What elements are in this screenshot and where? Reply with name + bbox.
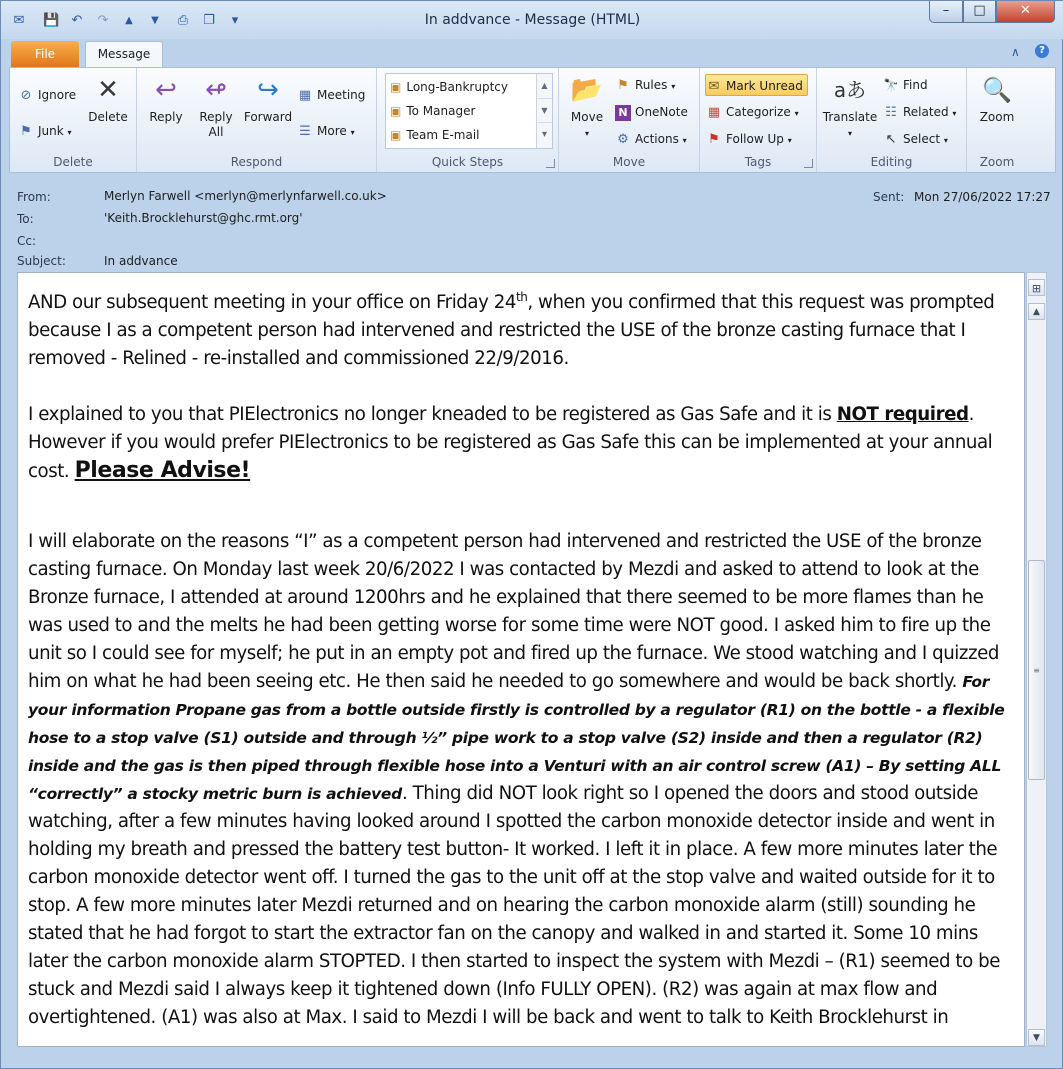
message-header <box>9 179 1056 271</box>
help-icon[interactable]: ? <box>1035 44 1049 58</box>
junk-label: Junk <box>38 124 64 138</box>
actions-label: Actions <box>635 132 679 146</box>
close-button[interactable]: ✕ <box>996 1 1055 23</box>
quick-step-label: Long-Bankruptcy <box>406 80 508 94</box>
body-emphasis: NOT required <box>836 404 969 426</box>
editing-group-label: Editing <box>870 155 913 169</box>
meeting-button[interactable] <box>297 84 365 106</box>
move-icon: 📂 <box>570 75 604 105</box>
onenote-icon: N <box>615 105 631 121</box>
zoom-group-label: Zoom <box>979 155 1015 169</box>
quick-steps-expand-button[interactable]: ▾ <box>537 122 552 146</box>
previous-item-icon[interactable]: ▲ <box>125 15 133 26</box>
print-icon[interactable]: ⎙ <box>177 13 189 28</box>
categorize-icon: ▦ <box>707 105 721 120</box>
forward-label: Forward <box>243 110 293 124</box>
delete-label: Delete <box>88 110 128 124</box>
ignore-icon: ⊘ <box>20 88 32 103</box>
redo-icon[interactable]: ↷ <box>97 13 109 28</box>
body-text-run: I explained to you that PIElectronics no longer kneaded to be registered as Gas Safe and it is <box>28 404 837 426</box>
body-text-run: . Thing did NOT look right so I opened the doors and stood outside watching, after a few minutes having looked around I spotted the carbon monoxide detector inside and went in holding my breath and pressed the battery test button- It worked. I left it in place. A few more minutes later the carbon monoxide detector went off. I turned the gas to the unit off at the stop valve and waited outside for it to stop. A few more minutes later Mezdi returned and on hearing the carbon monoxide alarm (still) sounding he stated that he had forgot to start the extractor fan on the canopy and walked in and started it. Some 10 mins later the carbon monoxide alarm STOPTED. I then started to inspect the system with Mezdi – (R1) seemed to be stuck and Mezdi said I always keep it tightened down (Info FULLY OPEN). (R2) was again at max flow and overtightened. (A1) was also at Max. I said to Mezdi I will be back and went to talk to Keith Brocklehurst in <box>28 783 1000 1029</box>
onenote-label: OneNote <box>635 105 688 119</box>
zoom-label: Zoom <box>979 110 1015 124</box>
tab-file[interactable]: File <box>11 41 79 67</box>
find-label: Find <box>903 78 928 92</box>
find-button[interactable] <box>883 74 928 96</box>
actions-icon: ⚙ <box>617 132 629 147</box>
reply-all-button[interactable] <box>193 74 239 140</box>
window-title: In addvance - Message (HTML) <box>424 12 641 28</box>
meeting-label: Meeting <box>317 88 366 102</box>
quick-steps-group <box>377 68 559 172</box>
move-button[interactable]: 📂 Move ▾ <box>570 75 604 138</box>
delete-group-label: Delete <box>53 155 93 169</box>
body-paragraph <box>28 528 1018 1032</box>
maximize-button[interactable]: □ <box>963 1 996 23</box>
select-label: Select <box>903 132 941 146</box>
zoom-icon: 🔍 <box>982 76 1012 104</box>
subject-value: In addvance <box>104 254 178 268</box>
ribbon <box>9 67 1056 173</box>
select-button[interactable]: ↖ Select ▾ <box>883 128 948 150</box>
translate-label: Translate <box>822 110 878 124</box>
body-info-note: For your information Propane gas from a bottle outside firstly is controlled by a regulator (R1) on the bottle - a flexible hose to a stop valve (S1) outside and through ½” pipe work to a stop valve (S2) inside and then a regulator (R2) inside and the gas is then piped through flexible hose into a Venturi with an air control screw (A1) – By setting ALL “correctly” a stocky metric burn is achieved <box>28 673 1005 804</box>
more-respond-icon: ☰ <box>299 124 311 139</box>
reply-all-label-1: Reply <box>199 110 233 124</box>
save-icon[interactable]: 💾 <box>43 13 60 28</box>
tags-launcher[interactable] <box>804 159 813 168</box>
respond-group-label: Respond <box>230 155 283 169</box>
undo-icon[interactable]: ↶ <box>71 13 83 28</box>
scrollbar-top-icon[interactable]: ⊞ <box>1028 279 1045 296</box>
translate-icon: aあ <box>833 78 867 102</box>
customize-toolbar-icon[interactable]: ▾ <box>231 13 239 28</box>
collapse-ribbon-icon[interactable]: ∧ <box>1011 45 1020 59</box>
quick-step-icon: ▣ <box>390 104 402 118</box>
more-respond-button[interactable]: ☰ More ▾ <box>297 120 355 142</box>
rules-button[interactable]: ⚑ Rules ▾ <box>615 74 675 96</box>
quick-step-team-email[interactable] <box>386 123 536 147</box>
ignore-label: Ignore <box>38 88 77 102</box>
quick-steps-down-button[interactable]: ▼ <box>537 98 552 122</box>
cc-label: Cc: <box>17 234 37 248</box>
reply-icon: ↩ <box>155 75 177 105</box>
body-superscript: th <box>515 290 528 304</box>
move-label: Move <box>570 110 604 124</box>
to-label: To: <box>17 212 34 226</box>
scrollbar-thumb[interactable]: ≡ <box>1028 560 1045 780</box>
quick-steps-up-button[interactable]: ▲ <box>541 81 548 90</box>
subject-label: Subject: <box>17 254 66 268</box>
ignore-button[interactable] <box>18 84 76 106</box>
scroll-up-button[interactable]: ▲ <box>1028 303 1045 320</box>
ribbon-help-area <box>1011 45 1057 61</box>
quick-step-label: Team E-mail <box>406 128 480 142</box>
quick-steps-scroller <box>536 74 552 148</box>
quick-step-icon: ▣ <box>390 128 402 142</box>
categorize-label: Categorize <box>726 105 791 119</box>
quick-steps-launcher[interactable] <box>546 159 555 168</box>
next-item-icon[interactable]: ▼ <box>151 15 159 26</box>
respond-group <box>137 68 377 172</box>
meeting-icon: ▦ <box>298 88 312 103</box>
follow-up-icon: ⚑ <box>708 132 720 147</box>
move-group <box>559 68 700 172</box>
reply-button[interactable] <box>143 74 189 125</box>
reply-all-label-2: All <box>208 125 224 139</box>
from-label: From: <box>17 190 51 204</box>
actions-button[interactable]: ⚙ Actions ▾ <box>615 128 687 150</box>
delete-button[interactable] <box>84 74 132 125</box>
message-body-text <box>28 283 1018 1032</box>
forward-icon: ↪ <box>257 75 279 105</box>
copy-icon[interactable]: ❐ <box>203 13 215 28</box>
zoom-button[interactable] <box>973 74 1021 125</box>
quick-step-to-manager[interactable] <box>386 99 536 123</box>
body-text-run: I will elaborate on the reasons “I” as a competent person had intervened and restricted the USE of the bronze casting furnace. On Monday last week 20/6/2022 I was contacted by Mezdi and asked to attend to look at the Bronze furnace, I attended at around 1200hrs and he explained that there seemed to be more flames than he was used to and the melts he had been getting worse for some time were NOT good. I asked him to fire up the unit so I could see for myself; he put in an empty pot and fired up the furnace. We stood watching and I quizzed him on what he had been seeing etc. He then said he needed to go somewhere and would be back shortly. <box>28 531 999 693</box>
vertical-scrollbar[interactable] <box>1026 272 1047 1047</box>
quick-step-long-bankruptcy[interactable] <box>386 75 536 99</box>
mark-unread-button[interactable] <box>705 74 808 96</box>
find-icon: 🔭 <box>883 78 899 92</box>
rules-label: Rules <box>635 78 668 92</box>
related-label: Related <box>903 105 949 119</box>
scroll-down-button[interactable]: ▼ <box>1028 1029 1045 1046</box>
select-icon: ↖ <box>885 132 897 147</box>
related-button[interactable]: ☷ Related ▾ <box>883 101 956 123</box>
title-bar <box>1 1 1063 39</box>
tab-message[interactable]: Message <box>85 41 163 68</box>
body-text-run: AND our subsequent meeting in your office on Friday 24 <box>28 292 516 314</box>
junk-icon: ⚑ <box>20 124 32 139</box>
move-group-label: Move <box>612 155 646 169</box>
delete-group <box>10 68 137 172</box>
mark-unread-icon: ✉ <box>708 79 720 94</box>
quick-steps-group-label: Quick Steps <box>431 155 504 169</box>
follow-up-label: Follow Up <box>726 132 784 146</box>
quick-steps-gallery <box>385 73 553 149</box>
body-please-advise: Please Advise! <box>74 458 251 484</box>
body-paragraph <box>28 401 1018 486</box>
forward-button[interactable] <box>241 74 295 125</box>
zoom-group <box>967 68 1027 172</box>
mark-unread-label: Mark Unread <box>726 79 803 93</box>
more-respond-label: More <box>317 124 347 138</box>
reply-label: Reply <box>149 110 183 124</box>
follow-up-button[interactable]: ⚑ Follow Up ▾ <box>706 128 792 150</box>
onenote-button[interactable] <box>615 101 688 123</box>
quick-step-label: To Manager <box>406 104 476 118</box>
quick-step-icon: ▣ <box>390 80 402 94</box>
sent-value: Mon 27/06/2022 17:27 <box>914 190 1051 204</box>
body-text-run: . However if you would prefer PIElectronics to be registered as Gas Safe this can be implemented at your annual cost. <box>28 404 993 483</box>
delete-icon: ✕ <box>97 75 119 105</box>
tags-group-label: Tags <box>744 155 772 169</box>
junk-button[interactable]: ⚑ Junk ▾ <box>18 120 72 142</box>
minimize-button[interactable]: – <box>929 1 963 23</box>
message-body[interactable] <box>17 272 1025 1047</box>
related-icon: ☷ <box>885 105 897 120</box>
translate-button[interactable]: aあ Translate ▾ <box>821 74 879 141</box>
paragraph-gap <box>28 373 1018 401</box>
reply-all-icon: ↫ <box>205 75 227 105</box>
mail-app-icon[interactable]: ✉ <box>13 13 25 28</box>
from-value[interactable]: Merlyn Farwell <merlyn@merlynfarwell.co.uk> <box>104 189 387 203</box>
to-value[interactable]: 'Keith.Brocklehurst@ghc.rmt.org' <box>104 211 303 225</box>
body-text-run: , when you confirmed that this request was prompted because I as a competent person had intervened and restricted the USE of the bronze casting furnace that I removed - Relined - re-installed and commissioned 22/9/2016. <box>28 292 995 370</box>
categorize-button[interactable]: ▦ Categorize ▾ <box>706 101 799 123</box>
rules-icon: ⚑ <box>617 78 629 93</box>
editing-group <box>817 68 967 172</box>
body-paragraph <box>28 283 1018 373</box>
paragraph-gap <box>28 486 1018 528</box>
sent-label: Sent: <box>873 190 905 204</box>
tags-group <box>700 68 817 172</box>
